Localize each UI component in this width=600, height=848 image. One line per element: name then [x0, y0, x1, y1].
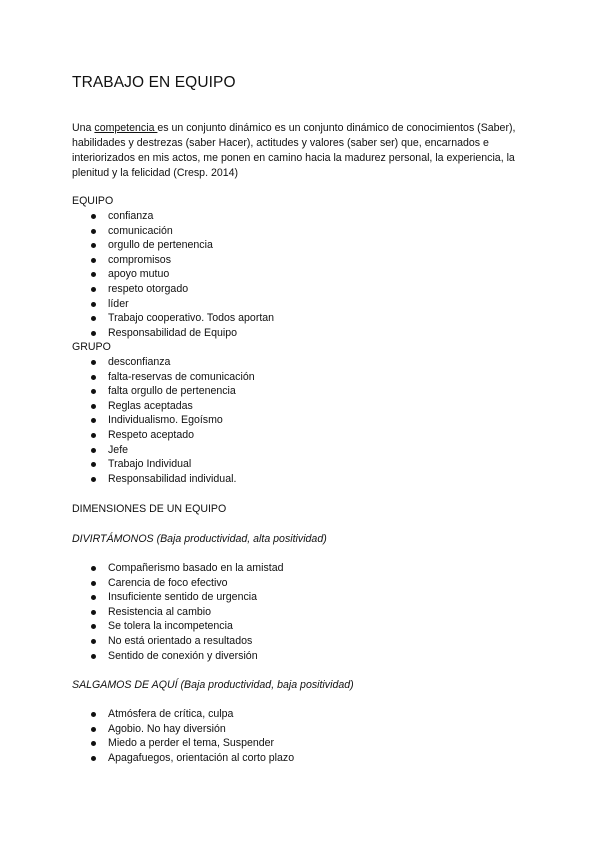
salgamos-label: SALGAMOS DE AQUÍ (Baja productividad, baja positividad) — [72, 679, 354, 691]
list-item: Agobio. No hay diversión — [0, 722, 294, 737]
divirtamonos-list — [0, 561, 283, 663]
bullet-icon — [91, 462, 96, 467]
bullet-icon — [91, 418, 96, 423]
list-item: Se tolera la incompetencia — [0, 619, 283, 634]
grupo-label: GRUPO — [72, 341, 111, 353]
list-item: respeto otorgado — [0, 282, 274, 297]
bullet-icon — [91, 654, 96, 659]
bullet-icon — [91, 287, 96, 292]
list-item: falta orgullo de pertenencia — [0, 384, 255, 399]
competencia-term: competencia — [94, 122, 158, 134]
bullet-icon — [91, 727, 96, 732]
bullet-icon — [91, 433, 96, 438]
list-item: Compañerismo basado en la amistad — [0, 561, 283, 576]
bullet-icon — [91, 360, 96, 365]
list-item: Respeto aceptado — [0, 428, 255, 443]
list-item: orgullo de pertenencia — [0, 238, 274, 253]
bullet-icon — [91, 448, 96, 453]
bullet-icon — [91, 272, 96, 277]
list-item: confianza — [0, 209, 274, 224]
bullet-icon — [91, 477, 96, 482]
list-item: Trabajo Individual — [0, 457, 255, 472]
bullet-icon — [91, 639, 96, 644]
list-item: líder — [0, 297, 274, 312]
bullet-icon — [91, 302, 96, 307]
list-item: apoyo mutuo — [0, 267, 274, 282]
list-item: Atmósfera de crítica, culpa — [0, 707, 294, 722]
list-item: No está orientado a resultados — [0, 634, 283, 649]
dimensiones-heading: DIMENSIONES DE UN EQUIPO — [72, 503, 227, 515]
list-item: desconfianza — [0, 355, 255, 370]
intro-text: es un conjunto dinámico es un conjunto dinámico de conocimientos (Saber), habilidades y destrezas (saber Hacer), actitudes y valores (saber ser) que, encarnados e interiorizados en mis actos, me ponen en camino hacia la madurez personal, la experiencia, la plenitud y la felicidad (Cresp. 2014) — [72, 122, 516, 179]
bullet-icon — [91, 389, 96, 394]
divirtamonos-label: DIVIRTÁMONOS (Baja productividad, alta positividad) — [72, 533, 327, 545]
bullet-icon — [91, 712, 96, 717]
bullet-icon — [91, 331, 96, 336]
equipo-label: EQUIPO — [72, 195, 114, 207]
list-item: Resistencia al cambio — [0, 605, 283, 620]
list-item: Responsabilidad individual. — [0, 472, 255, 487]
equipo-list — [0, 209, 274, 340]
bullet-icon — [91, 756, 96, 761]
bullet-icon — [91, 404, 96, 409]
list-item: compromisos — [0, 253, 274, 268]
page-title: TRABAJO EN EQUIPO — [72, 74, 236, 91]
bullet-icon — [91, 258, 96, 263]
bullet-icon — [91, 316, 96, 321]
list-item: Apagafuegos, orientación al corto plazo — [0, 751, 294, 766]
list-item: Responsabilidad de Equipo — [0, 326, 274, 341]
intro-prefix: Una — [72, 122, 95, 134]
list-item: comunicación — [0, 224, 274, 239]
bullet-icon — [91, 624, 96, 629]
list-item: Individualismo. Egoísmo — [0, 413, 255, 428]
bullet-icon — [91, 243, 96, 248]
bullet-icon — [91, 229, 96, 234]
list-item: Trabajo cooperativo. Todos aportan — [0, 311, 274, 326]
list-item: Sentido de conexión y diversión — [0, 649, 283, 664]
list-item: Carencia de foco efectivo — [0, 576, 283, 591]
intro-paragraph — [72, 121, 542, 181]
bullet-icon — [91, 741, 96, 746]
bullet-icon — [91, 214, 96, 219]
bullet-icon — [91, 595, 96, 600]
list-item: falta-reservas de comunicación — [0, 370, 255, 385]
list-item: Jefe — [0, 443, 255, 458]
list-item: Insuficiente sentido de urgencia — [0, 590, 283, 605]
bullet-icon — [91, 566, 96, 571]
salgamos-list — [0, 707, 294, 765]
list-item: Reglas aceptadas — [0, 399, 255, 414]
bullet-icon — [91, 610, 96, 615]
list-item: Miedo a perder el tema, Suspender — [0, 736, 294, 751]
grupo-list — [0, 355, 255, 486]
bullet-icon — [91, 375, 96, 380]
bullet-icon — [91, 581, 96, 586]
